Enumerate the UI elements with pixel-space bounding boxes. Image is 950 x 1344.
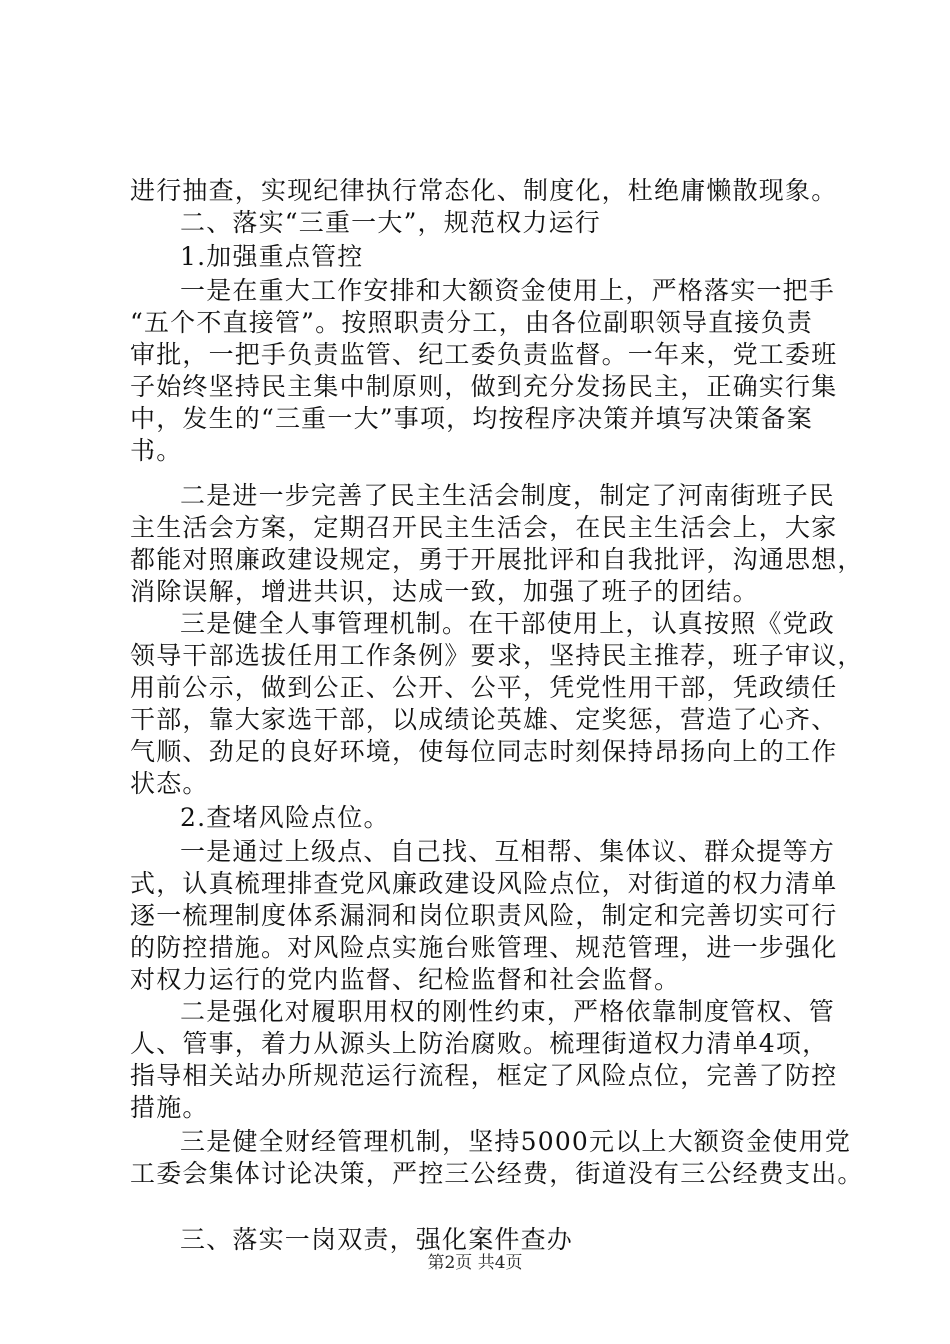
text-line: 工委会集体讨论决策，严控三公经费，街道没有三公经费支出。 [130, 1159, 864, 1188]
subsection-heading: 1.加强重点管控 [180, 242, 364, 271]
text-line: 子始终坚持民主集中制原则，做到充分发扬民主，正确实行集 [130, 372, 838, 401]
subsection-heading: 2.查堵风险点位。 [180, 803, 390, 832]
text-line: 干部，靠大家选干部，以成绩论英雄、定奖惩，营造了心齐、 [130, 705, 838, 734]
text-line: 逐一梳理制度体系漏洞和岗位职责风险，制定和完善切实可行 [130, 901, 838, 930]
text-line: 三是健全财经管理机制，坚持5000元以上大额资金使用党 [180, 1127, 852, 1156]
text-line: 对权力运行的党内监督、纪检监督和社会监督。 [130, 965, 681, 994]
text-line: 指导相关站办所规范运行流程，框定了风险点位，完善了防控 [130, 1061, 838, 1090]
text-line: 书。 [130, 436, 183, 465]
text-line: 二是强化对履职用权的刚性约束，严格依靠制度管权、管 [180, 997, 836, 1026]
text-line: 主生活会方案，定期召开民主生活会，在民主生活会上，大家 [130, 513, 838, 542]
text-line: 都能对照廉政建设规定，勇于开展批评和自我批评，沟通思想， [130, 545, 864, 574]
text-line: 措施。 [130, 1093, 209, 1122]
text-line: 一是在重大工作安排和大额资金使用上，严格落实一把手 [180, 276, 836, 305]
section-heading: 三、落实一岗双责，强化案件查办 [180, 1225, 574, 1254]
text-line: 审批，一把手负责监管、纪工委负责监督。一年来，党工委班 [130, 340, 838, 369]
text-line: 进行抽查，实现纪律执行常态化、制度化，杜绝庸懒散现象。 [130, 176, 838, 205]
text-line: 一是通过上级点、自己找、互相帮、集体议、群众提等方 [180, 837, 836, 866]
text-line: 式，认真梳理排查党风廉政建设风险点位，对街道的权力清单 [130, 869, 838, 898]
text-line: 的防控措施。对风险点实施台账管理、规范管理，进一步强化 [130, 933, 838, 962]
text-line: 中，发生的“三重一大”事项，均按程序决策并填写决策备案 [130, 404, 813, 433]
text-line: 领导干部选拔任用工作条例》要求，坚持民主推荐，班子审议， [130, 641, 864, 670]
text-line: “五个不直接管”。按照职责分工，由各位副职领导直接负责 [130, 308, 813, 337]
text-line: 用前公示，做到公正、公开、公平，凭党性用干部，凭政绩任 [130, 673, 838, 702]
page-number: 第2页 共4页 [427, 1253, 523, 1273]
text-line: 消除误解，增进共识，达成一致，加强了班子的团结。 [130, 577, 759, 606]
text-line: 三是健全人事管理机制。在干部使用上，认真按照《党政 [180, 609, 836, 638]
section-heading: 二、落实“三重一大”，规范权力运行 [180, 208, 601, 237]
text-line: 人、管事，着力从源头上防治腐败。梳理街道权力清单4项， [130, 1029, 829, 1058]
text-line: 气顺、劲足的良好环境，使每位同志时刻保持昂扬向上的工作 [130, 737, 838, 766]
text-line: 二是进一步完善了民主生活会制度，制定了河南街班子民 [180, 481, 836, 510]
text-line: 状态。 [130, 769, 209, 798]
